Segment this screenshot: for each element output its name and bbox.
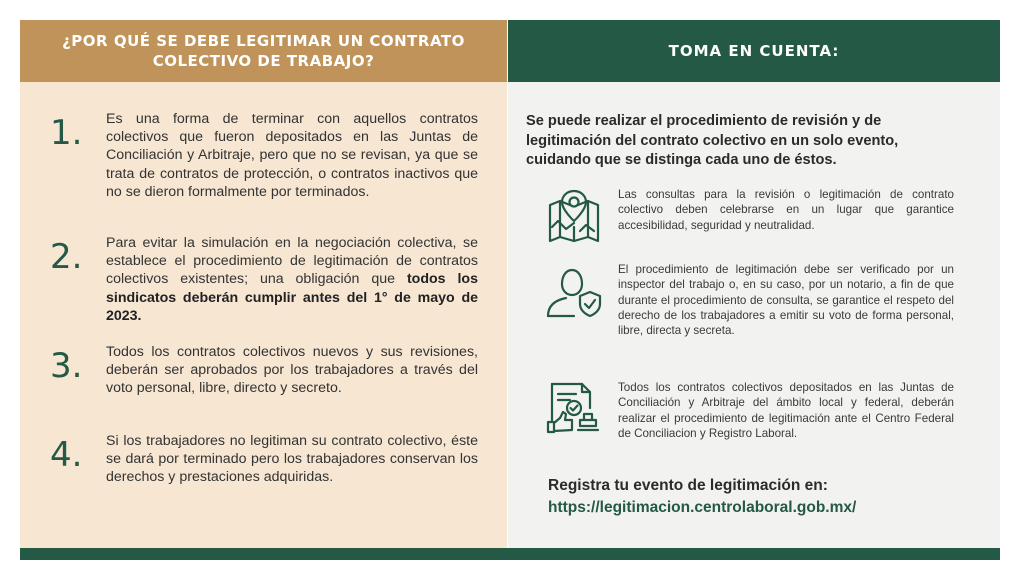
- right-section-header: TOMA EN CUENTA:: [508, 20, 1000, 82]
- reason-text-bold: todos los sindicatos deberán cumplir antes del 1° de mayo de 2023.: [106, 271, 478, 324]
- note-item-1: [544, 187, 954, 243]
- note-text: Las consultas para la revisión o legitimación de contrato colectivo deben celebrarse en un lugar que garantice accesibilidad, seguridad y neutralidad.: [618, 188, 954, 232]
- registration-callout: [548, 475, 968, 519]
- reason-text: [106, 234, 478, 325]
- reason-number: 4.: [50, 435, 83, 475]
- right-panel: [508, 82, 1000, 548]
- footer-bar: [20, 548, 1000, 560]
- reason-item-4: [50, 432, 480, 487]
- reason-number: 2.: [50, 237, 83, 277]
- document-stamp-icon: [544, 380, 604, 436]
- reason-text: Todos los contratos colectivos nuevos y sus revisiones, deberán ser aprobados por los trabajadores a través del voto personal, libre, directo y secreto.: [106, 344, 478, 397]
- registration-link[interactable]: https://legitimacion.centrolaboral.gob.mx/: [548, 499, 857, 516]
- reason-text: Es una forma de terminar con aquellos contratos colectivos que fueron depositados en las Juntas de Conciliación y Arbitraje, pero que no se revisan, ya que se trata de contratos de protección, o contratos inactivos que no se dieron formalmente por terminados.: [106, 111, 478, 200]
- note-text: El procedimiento de legitimación debe ser verificado por un inspector del trabajo o, en su caso, por un notario, a fin de que durante el procedimiento de consulta, se garantice el respeto del derecho de los trabajadores a emitir su voto de forma personal, libre, directa y secreta.: [618, 263, 954, 338]
- reason-item-3: [50, 343, 480, 398]
- left-panel: [20, 82, 507, 548]
- reason-number: 3.: [50, 346, 83, 386]
- reason-text-regular: Para evitar la simulación en la negociación colectiva, se establece el procedimiento de legitimación de contratos colectivos existentes; una obligación que: [106, 235, 478, 288]
- left-section-header: ¿POR QUÉ SE DEBE LEGITIMAR UN CONTRATO COLECTIVO DE TRABAJO?: [20, 20, 507, 82]
- note-text: Todos los contratos colectivos depositados en las Juntas de Conciliación y Arbitraje del ámbito local y federal, deberán realizar el procedimiento de legitimación ante el Centro Federal de Conciliacion y Registro Laboral.: [618, 381, 954, 440]
- reason-item-2: [50, 234, 480, 325]
- reason-number: 1.: [50, 113, 83, 153]
- registration-label: Registra tu evento de legitimación en:: [548, 477, 828, 494]
- note-item-2: [544, 262, 954, 338]
- intro-text: Se puede realizar el procedimiento de revisión y de legitimación del contrato colectivo en un solo evento, cuidando que se distinga cada uno de éstos.: [526, 113, 899, 168]
- reason-text: Si los trabajadores no legitiman su contrato colectivo, éste se dará por terminado pero los trabajadores conservan los derechos y prestaciones adquiridas.: [106, 433, 478, 486]
- map-location-icon: [544, 187, 604, 243]
- user-shield-icon: [544, 262, 604, 318]
- note-item-3: [544, 380, 954, 441]
- reason-item-1: [50, 110, 480, 201]
